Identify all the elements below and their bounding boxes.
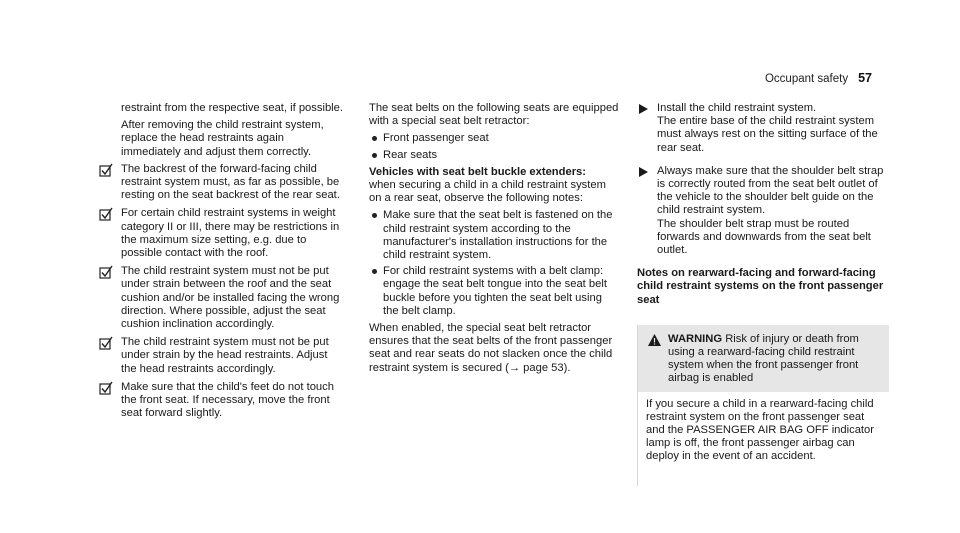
warning-triangle-icon: [646, 333, 668, 386]
check-item: [99, 381, 345, 421]
check-text: The child restraint system must not be put under strain by the head restraints. Adjust the head restraints accordingly.: [121, 336, 329, 375]
bullet-icon: [372, 213, 377, 218]
after-removing-text: After removing the child restraint system, replace the head restraints again immediately and adjust them correctly.: [121, 119, 324, 158]
check-text: The backrest of the forward-facing child restraint system must, as far as possible, be resting on the seat backrest of the rear seat.: [121, 162, 340, 202]
checkbox-check-icon: [99, 381, 121, 395]
list-item: For child restraint systems with a belt clamp: engage the seat belt tongue into the seat belt buckle before you tighten the seat belt using the belt clamp.: [369, 265, 619, 318]
check-item: [99, 207, 345, 260]
enabled-text: When enabled, the special seat belt retractor ensures that the seat belts of the front passenger seat and rear seats do not slacken once the child restraint system is secured (→ page 53).: [369, 322, 613, 374]
check-item: [99, 163, 345, 203]
list-item: Front passenger seat: [369, 132, 619, 145]
check-text: Make sure that the child's feet do not touch the front seat. If necessary, move the front seat forward slightly.: [121, 380, 334, 420]
warning-label: WARNING: [668, 332, 723, 345]
checkbox-check-icon: [99, 265, 121, 279]
notes-heading: Notes on rearward-facing and forward-facing child restraint systems on the front passenger seat: [637, 267, 884, 306]
extenders-intro: when securing a child in a child restraint system on a rear seat, observe the following notes:: [369, 179, 606, 205]
warning-box: [637, 325, 889, 486]
warning-headline: Risk of injury or death from using a rearward-facing child restraint system when the front passenger front airbag is enabled: [668, 332, 859, 385]
section-title: Occupant safety: [764, 73, 849, 85]
checkbox-check-icon: [99, 336, 121, 350]
check-text: The child restraint system must not be put under strain between the roof and the seat cushion and/or be installed facing the wrong direction. Where possible, adjust the seat cushion inclination accordingly.: [121, 265, 340, 331]
step-arrow-icon: [637, 165, 657, 257]
extenders-heading: Vehicles with seat belt buckle extenders:: [369, 165, 586, 178]
step-text: Always make sure that the shoulder belt strap is correctly routed from the seat belt outlet of the vehicle to the shoulder belt guide on the child restraint system. The shoulder belt strap must be routed forwards and downwards from the seat belt outlet.: [657, 164, 884, 257]
intro-text: restraint from the respective seat, if possible.: [121, 102, 343, 114]
bullet-icon: [372, 269, 377, 274]
seat-list: [369, 132, 619, 161]
warning-text: [668, 333, 881, 386]
page-header: [765, 72, 872, 86]
step-text: Install the child restraint system. The entire base of the child restraint system must always rest on the sitting surface of the rear seat.: [657, 102, 878, 154]
column-right: [637, 102, 889, 486]
bullet-icon: [372, 136, 377, 141]
step-item: [637, 102, 889, 155]
retractor-intro: The seat belts on the following seats are equipped with a special seat belt retractor:: [369, 102, 619, 128]
warning-tail: [638, 468, 889, 486]
warning-body: If you secure a child in a rearward-facing child restraint system on the front passenger seat and the PASSENGER AIR BAG OFF indicator lamp is off, the front passenger airbag can deploy in the event of an accident.: [646, 397, 874, 463]
bullet-icon: [372, 153, 377, 158]
check-item: [99, 265, 345, 331]
list-item: Rear seats: [369, 149, 619, 162]
page-number: 57: [858, 71, 872, 85]
notes-list: [369, 209, 619, 318]
column-middle: [369, 102, 619, 379]
step-item: [637, 165, 889, 257]
warning-header: [638, 325, 889, 392]
step-arrow-icon: [637, 102, 657, 155]
column-left: [99, 102, 345, 425]
checkbox-check-icon: [99, 207, 121, 221]
checkbox-check-icon: [99, 163, 121, 177]
check-text: For certain child restraint systems in weight category II or III, there may be restrictions in the maximum size setting, e.g. due to possible contact with the roof.: [121, 207, 340, 260]
list-item: Make sure that the seat belt is fastened on the child restraint system according to the manufacturer's installation instructions for the child restraint system.: [369, 209, 619, 262]
check-item: [99, 336, 345, 376]
